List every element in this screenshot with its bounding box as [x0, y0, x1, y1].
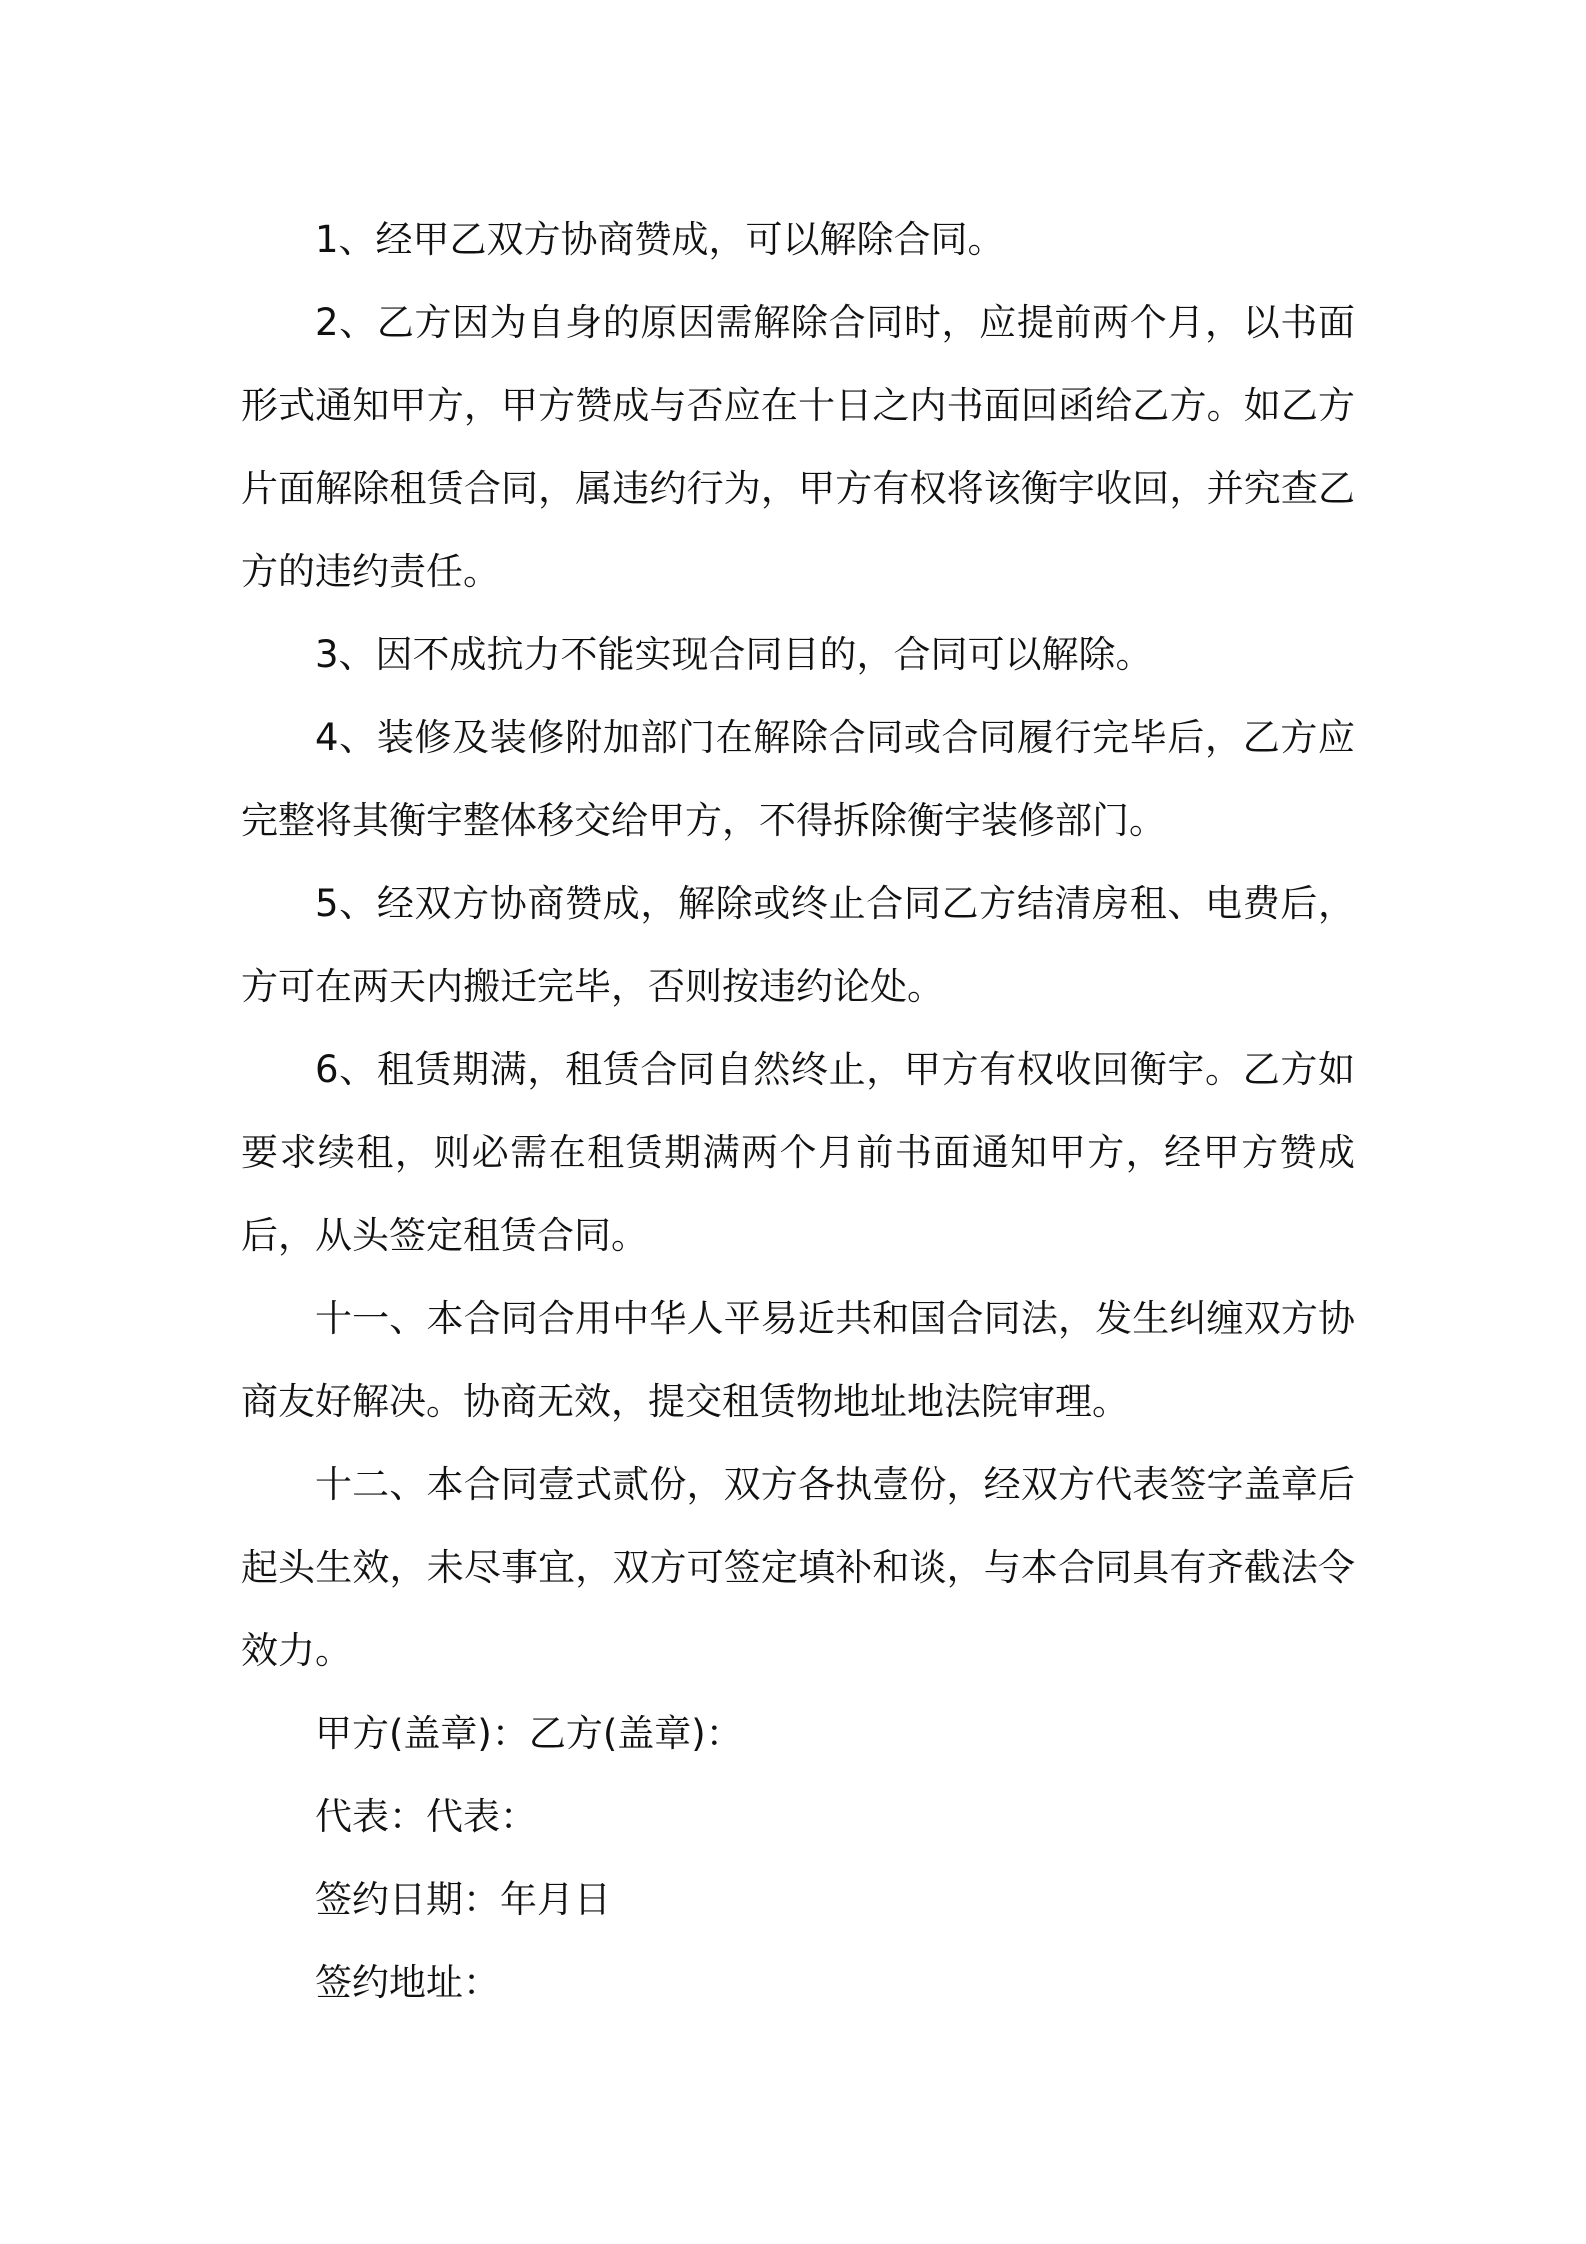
document-body [241, 198, 1355, 2024]
signature-place: 签约地址： [315, 1961, 500, 2004]
clause-4: 4、装修及装修附加部门在解除合同或合同履行完毕后，乙方应完整将其衡宇整体移交给甲方，不得拆除衡宇装修部门。 [241, 716, 1355, 842]
clause-5: 5、经双方协商赞成，解除或终止合同乙方结清房租、电费后，方可在两天内搬迁完毕，否则按违约论处。 [241, 882, 1355, 1008]
clause-6: 6、租赁期满，租赁合同自然终止，甲方有权收回衡宇。乙方如要求续租，则必需在租赁期满两个月前书面通知甲方，经甲方赞成后，从头签定租赁合同。 [241, 1048, 1355, 1257]
clause-1: 1、经甲乙双方协商赞成，可以解除合同。 [315, 218, 1005, 261]
article-12: 十二、本合同壹式贰份，双方各执壹份，经双方代表签字盖章后起头生效，未尽事宜，双方可签定填补和谈，与本合同具有齐截法令效力。 [241, 1463, 1355, 1672]
signature-representatives: 代表：代表： [315, 1795, 537, 1838]
clause-2: 2、乙方因为自身的原因需解除合同时，应提前两个月，以书面形式通知甲方，甲方赞成与否应在十日之内书面回函给乙方。如乙方片面解除租赁合同，属违约行为，甲方有权将该衡宇收回，并究查乙方的违约责任。 [241, 301, 1355, 593]
signature-date: 签约日期：年月日 [315, 1878, 611, 1921]
article-11: 十一、本合同合用中华人平易近共和国合同法，发生纠缠双方协商友好解决。协商无效，提交租赁物地址地法院审理。 [241, 1297, 1355, 1423]
signature-parties: 甲方(盖章)：乙方(盖章)： [315, 1712, 743, 1755]
clause-3: 3、因不成抗力不能实现合同目的，合同可以解除。 [315, 633, 1153, 676]
